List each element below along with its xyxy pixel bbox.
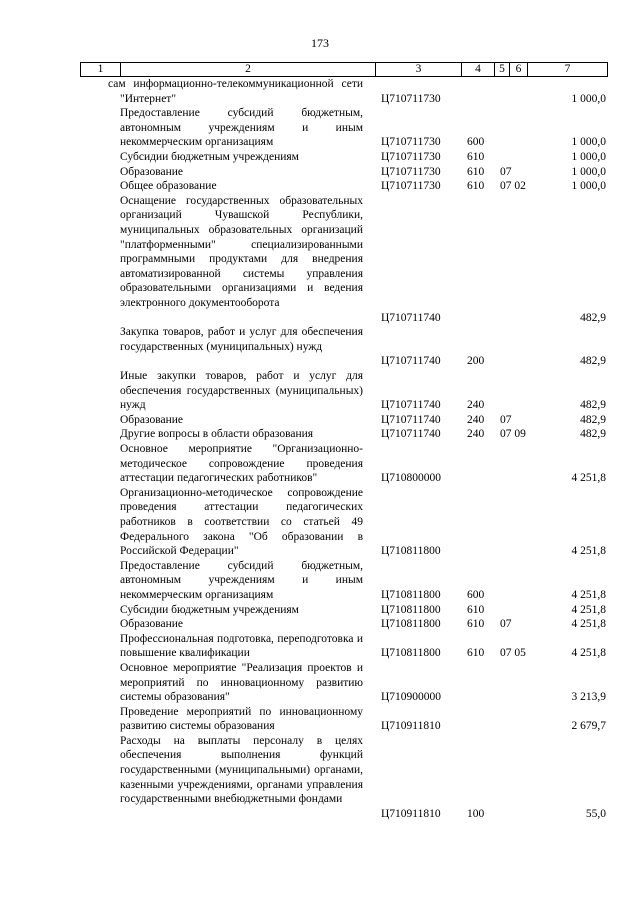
row-section: 07 09 — [500, 428, 526, 441]
table-row — [0, 179, 640, 194]
table-row — [0, 661, 640, 705]
row-name: Основное мероприятие "Организационно-методическое сопровождение проведения аттестации педагогических работников" — [120, 442, 363, 485]
row-expense-type: 610 — [467, 647, 485, 660]
row-code: Ц710811800 — [381, 588, 441, 601]
row-amount: 482,9 — [580, 355, 606, 368]
row-code: Ц710811800 — [381, 603, 441, 616]
row-code: Ц710711730 — [381, 150, 441, 163]
table-row — [0, 106, 640, 150]
row-name: Субсидии бюджетным учреждениям — [120, 150, 299, 163]
row-amount: 4 251,8 — [571, 603, 606, 616]
row-name: сам информационно-телекоммуникационной сети "Интернет" — [108, 78, 363, 105]
row-amount: 482,9 — [580, 311, 606, 324]
table-row — [0, 369, 640, 413]
row-expense-type: 240 — [467, 428, 485, 441]
table-row — [0, 77, 640, 106]
table-row — [0, 194, 640, 325]
row-amount: 2 679,7 — [571, 720, 606, 733]
row-expense-type: 610 — [467, 165, 485, 178]
column-header-1: 1 — [81, 63, 121, 77]
table-row — [0, 734, 640, 822]
row-name: Предоставление субсидий бюджетным, автономным учреждениям и иным некоммерческим организациям — [120, 107, 363, 149]
row-name: Расходы на выплаты персоналу в целях обеспечения выполнения функций государственными (муниципальными) органами, казенными учреждениями, органами управления государственными внебюджетными фондами — [120, 734, 363, 806]
row-code: Ц710711740 — [381, 311, 441, 324]
table-row — [0, 705, 640, 734]
column-header-4: 4 — [462, 63, 495, 77]
row-amount: 482,9 — [580, 399, 606, 412]
row-name: Образование — [120, 413, 184, 426]
row-name: Предоставление субсидий бюджетным, автономным учреждениям и иным некоммерческим организациям — [120, 559, 363, 601]
row-expense-type: 100 — [467, 807, 485, 820]
row-name: Общее образование — [120, 180, 217, 193]
table-row — [0, 442, 640, 486]
table-row — [0, 427, 640, 442]
row-name: Организационно-методическое сопровождение проведения аттестации педагогических работников в соответствии со статьей 49 Федерального закона "Об образовании в Российской Федерации" — [120, 486, 363, 558]
row-amount: 1 000,0 — [571, 92, 606, 105]
row-name: Образование — [120, 618, 184, 631]
row-section: 07 — [500, 165, 512, 178]
column-header-row — [80, 62, 608, 77]
table-row — [0, 486, 640, 559]
row-section: 07 05 — [500, 647, 526, 660]
row-name: Иные закупки товаров, работ и услуг для обеспечения государственных (муниципальных) нужд — [120, 369, 363, 412]
row-name: Образование — [120, 165, 184, 178]
row-amount: 1 000,0 — [571, 180, 606, 193]
row-name: Другие вопросы в области образования — [120, 428, 314, 441]
row-amount: 4 251,8 — [571, 588, 606, 601]
row-code: Ц710711730 — [381, 165, 441, 178]
row-name: Закупка товаров, работ и услуг для обеспечения государственных (муниципальных) нужд — [120, 326, 363, 353]
row-amount: 55,0 — [585, 807, 606, 820]
row-code: Ц710811800 — [381, 618, 441, 631]
row-expense-type: 240 — [467, 413, 485, 426]
row-code: Ц710711730 — [381, 136, 441, 149]
row-name: Оснащение государственных образовательных организаций Чувашской Республики, муниципальных образовательных организаций "платформенными" специализированными программными продуктами для внедрения автоматизированной системы управления образовательными организациями и ведения электронного документооборота — [120, 194, 363, 309]
row-amount: 4 251,8 — [571, 618, 606, 631]
table-row — [0, 325, 640, 369]
row-amount: 3 213,9 — [571, 691, 606, 704]
row-name: Основное мероприятие "Реализация проектов и мероприятий по инновационному развитию системы образования" — [120, 661, 363, 704]
row-expense-type: 200 — [467, 355, 485, 368]
row-expense-type: 600 — [467, 136, 485, 149]
row-code: Ц710911810 — [381, 807, 441, 820]
row-name: Субсидии бюджетным учреждениям — [120, 603, 299, 616]
column-header-6: 6 — [510, 63, 528, 77]
row-code: Ц710711740 — [381, 428, 441, 441]
row-code: Ц710711730 — [381, 180, 441, 193]
row-section: 07 — [500, 413, 512, 426]
page-number: 173 — [311, 36, 329, 50]
row-code: Ц710811800 — [381, 647, 441, 660]
row-code: Ц710711740 — [381, 399, 441, 412]
row-expense-type: 610 — [467, 603, 485, 616]
row-amount: 1 000,0 — [571, 165, 606, 178]
row-expense-type: 600 — [467, 588, 485, 601]
row-name: Профессиональная подготовка, переподготовка и повышение квалификации — [120, 632, 363, 660]
table-row — [0, 603, 640, 618]
column-header-5: 5 — [495, 63, 510, 77]
row-expense-type: 240 — [467, 399, 485, 412]
row-code: Ц710800000 — [381, 472, 442, 485]
row-amount: 4 251,8 — [571, 545, 606, 558]
budget-table-body — [0, 77, 640, 821]
row-name: Проведение мероприятий по инновационному развитию системы образования — [120, 705, 363, 733]
table-row — [0, 559, 640, 603]
row-code: Ц710811800 — [381, 545, 441, 558]
row-amount: 1 000,0 — [571, 150, 606, 163]
table-row — [0, 632, 640, 661]
row-section: 07 — [500, 618, 512, 631]
row-expense-type: 610 — [467, 180, 485, 193]
row-code: Ц710911810 — [381, 720, 441, 733]
row-code: Ц710711740 — [381, 355, 441, 368]
row-section: 07 02 — [500, 180, 526, 193]
table-row — [0, 165, 640, 180]
row-expense-type: 610 — [467, 150, 485, 163]
row-code: Ц710711730 — [381, 92, 441, 105]
table-row — [0, 617, 640, 632]
table-row — [0, 150, 640, 165]
row-amount: 482,9 — [580, 413, 606, 426]
column-header-2: 2 — [121, 63, 376, 77]
row-amount: 4 251,8 — [571, 647, 606, 660]
row-amount: 1 000,0 — [571, 136, 606, 149]
row-code: Ц710711740 — [381, 413, 441, 426]
row-amount: 482,9 — [580, 428, 606, 441]
row-code: Ц710900000 — [381, 691, 442, 704]
column-header-3: 3 — [376, 63, 462, 77]
row-expense-type: 610 — [467, 618, 485, 631]
column-header-7: 7 — [528, 63, 608, 77]
row-amount: 4 251,8 — [571, 472, 606, 485]
table-row — [0, 413, 640, 428]
